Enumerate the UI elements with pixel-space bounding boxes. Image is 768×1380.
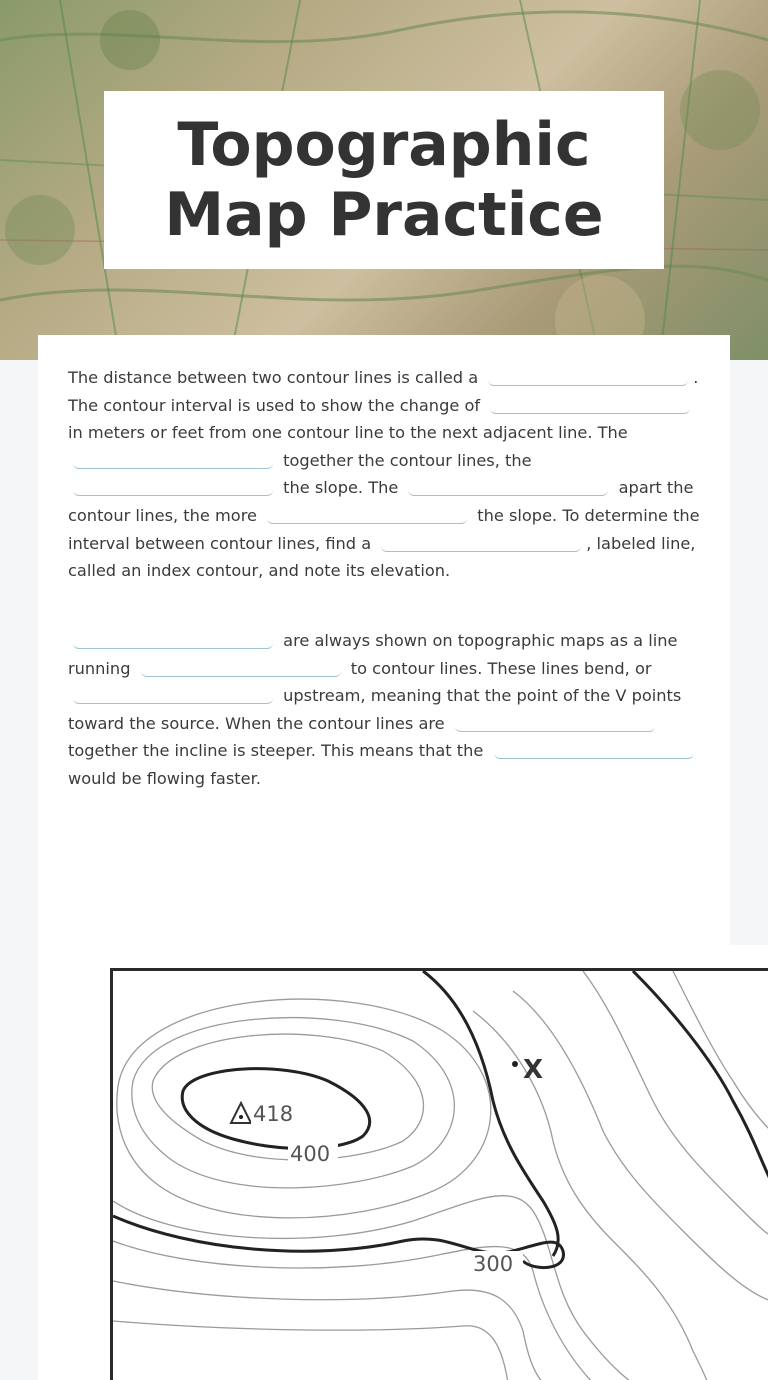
answer-blank-5[interactable] [408,476,608,496]
answer-blank-11[interactable] [455,712,655,732]
answer-blank-9[interactable] [141,657,341,677]
p1-text-7: the slope. To determine the interval between contour lines, find a [68,505,705,553]
answer-blank-3[interactable] [73,449,273,469]
contour-map-svg [113,971,768,1380]
summit-elevation-label: 418 [253,1102,294,1126]
p1-text-1: The distance between two contour lines is called a [68,368,484,387]
title-line-2: Map Practice [164,180,604,250]
answer-blank-4[interactable] [73,476,273,496]
title-line-1: Topographic [177,110,591,180]
topographic-map-figure [110,968,768,1380]
p1-text-2: . The contour interval is used to show the change of [68,368,704,415]
p2-text-2: to contour lines. These lines bend, or [345,658,657,678]
title-card [104,91,664,269]
paragraph-1 [68,364,705,585]
answer-blank-8[interactable] [73,629,273,649]
p2-text-5: would be flowing faster. [68,741,704,788]
point-x-label: X [523,1055,544,1085]
p2-text-4: together the incline is steeper. This means that the [68,713,665,761]
p1-text-4: together the contour lines, the [278,450,537,470]
answer-blank-12[interactable] [494,739,694,759]
p1-text-5: the slope. The [278,478,404,498]
p1-text-8: , labeled line, called an index contour, and note its elevation. [68,533,701,581]
answer-blank-10[interactable] [73,684,273,704]
answer-blank-2[interactable] [490,394,690,414]
p1-text-6: apart the contour lines, the more [68,478,699,525]
contour-label-400: 400 [290,1142,331,1166]
answer-blank-6[interactable] [267,504,467,524]
paragraph-2 [68,627,704,793]
answer-blank-1[interactable] [488,366,688,386]
p2-text-1: are always shown on topographic maps as a line running [68,631,683,678]
header-map-image [0,0,768,360]
page-title [164,110,603,250]
answer-blank-7[interactable] [381,532,581,552]
p1-text-3: in meters or feet from one contour line to the next adjacent line. The [68,395,701,443]
contour-label-300: 300 [473,1252,514,1276]
p2-text-3: upstream, meaning that the point of the V points toward the source. When the contour lines are [68,686,687,733]
